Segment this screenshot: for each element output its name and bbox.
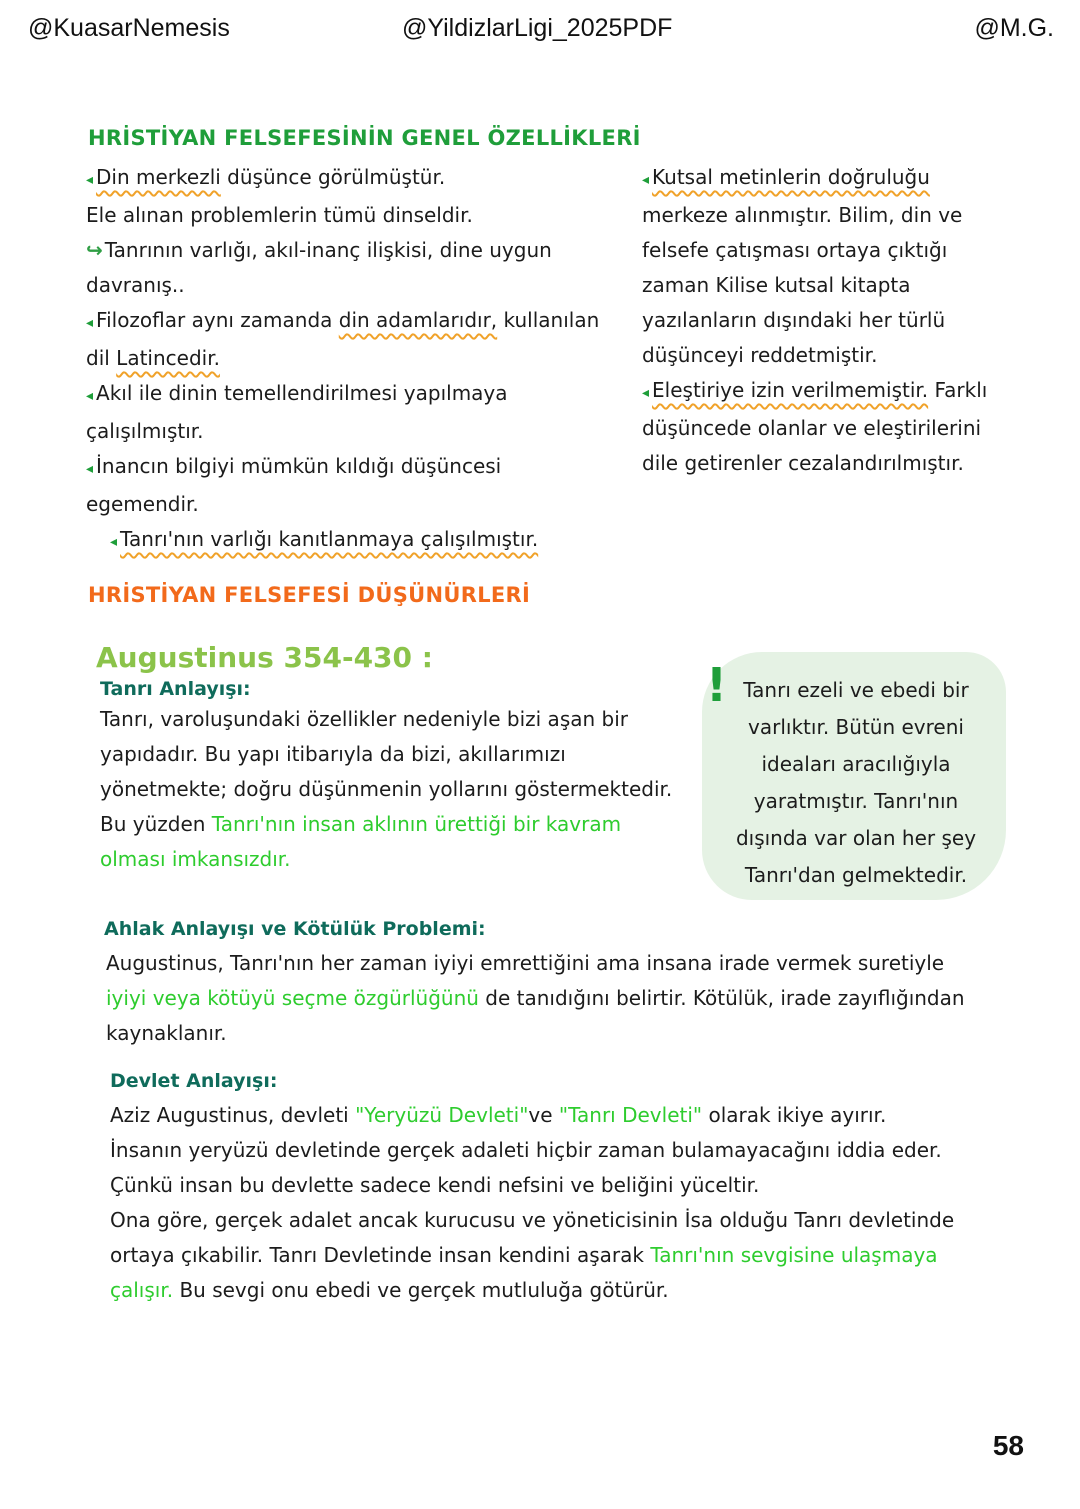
- page-number: 58: [992, 1430, 1024, 1461]
- header-handle-right: @M.G.: [974, 14, 1054, 42]
- subheading-state: Devlet Anlayışı:: [110, 1070, 278, 1092]
- list-item: ◂ Akıl ile dinin temellendirilmesi yapılmaya çalışılmıştır.: [86, 381, 508, 443]
- subheading-ethics: Ahlak Anlayışı ve Kötülük Problemi:: [104, 918, 486, 940]
- list-item: ↪ Tanrının varlığı, akıl-inanç ilişkisi, dine uygun davranış..: [86, 238, 552, 297]
- note-text: Tanrı ezeli ve ebedi bir varlıktır. Bütün evreni ideaları aracılığıyla yaratmıştır. Tanrı'nın dışında var olan her şey Tanrı'dan gelmektedir.: [735, 678, 977, 887]
- list-item: ◂ Eleştiriye izin verilmemiştir. Farklı düşüncede olanlar ve eleştirilerini dile getirenler cezalandırılmıştır.: [642, 378, 988, 475]
- paragraph-state: Aziz Augustinus, devleti "Yeryüzü Devleti"ve "Tanrı Devleti" olarak ikiye ayırır. İnsanın yeryüzü devletinde gerçek adaleti hiçbir zaman bulamayacağını iddia eder. Çünkü insan bu devlette sadece kendi nefsini ve beliğini yüceltir. Ona göre, gerçek adalet ancak kurucusu ve yöneticisinin İsa olduğu Tanrı devletinde ortaya çıkabilir. Tanrı Devletinde insan kendini aşarak Tanrı'nın sevgisine ulaşmaya çalışır. Bu sevgi onu ebedi ve gerçek mutluluğa götürür.: [110, 1103, 955, 1302]
- header-handle-center: @YildizlarLigi_2025PDF: [402, 14, 673, 42]
- bullet-icon: ◂: [110, 534, 118, 550]
- section-title-thinkers: HRİSTİYAN FELSEFESİ DÜŞÜNÜRLERİ: [88, 583, 531, 607]
- list-item: ◂ Tanrı'nın varlığı kanıtlanmaya çalışılmıştır.: [110, 527, 539, 551]
- list-item: ◂ Kutsal metinlerin doğruluğu merkeze alınmıştır. Bilim, din ve felsefe çatışması ortaya çıktığı zaman Kilise kutsal kitapta yazılanların dışındaki her türlü düşünceyi reddetmiştir.: [642, 165, 963, 367]
- list-item: ◂ İnancın bilgiyi mümkün kıldığı düşüncesi egemendir.: [86, 454, 502, 516]
- bullet-icon: ◂: [86, 461, 94, 477]
- curved-arrow-icon: ↪: [86, 238, 103, 262]
- list-item: Ele alınan problemlerin tümü dinseldir.: [86, 203, 473, 227]
- thinker-name: Augustinus 354-430 :: [96, 641, 433, 674]
- header-handle-left: @KuasarNemesis: [28, 14, 230, 42]
- bullet-icon: ◂: [86, 172, 94, 188]
- bullet-icon: ◂: [86, 315, 94, 331]
- features-left-column: [86, 160, 606, 560]
- section-title-general-features: HRİSTİYAN FELSEFESİNİN GENEL ÖZELLİKLERİ: [88, 126, 641, 150]
- subheading-god: Tanrı Anlayışı:: [100, 678, 251, 700]
- features-right-column: [642, 160, 1002, 481]
- list-item: ◂ Filozoflar aynı zamanda din adamlarıdır, kullanılan dil Latincedir.: [86, 308, 600, 370]
- paragraph-god: Tanrı, varoluşundaki özellikler nedeniyle bizi aşan bir yapıdadır. Bu yapı itibarıyla da bizi, akıllarımızı yönetmekte; doğru düşünmenin yollarını göstermektedir. Bu yüzden Tanrı'nın insan aklının ürettiği bir kavram olması imkansızdır.: [100, 707, 673, 871]
- list-item: ◂ Din merkezli düşünce görülmüştür.: [86, 165, 446, 189]
- bullet-icon: ◂: [642, 385, 650, 401]
- exclamation-icon: !: [706, 658, 727, 712]
- bullet-icon: ◂: [86, 388, 94, 404]
- bullet-icon: ◂: [642, 172, 650, 188]
- paragraph-ethics: Augustinus, Tanrı'nın her zaman iyiyi emrettiğini ama insana irade vermek suretiyle iyiyi veya kötüyü seçme özgürlüğünü de tanıdığını belirtir. Kötülük, irade zayıflığından kaynaklanır.: [106, 951, 965, 1045]
